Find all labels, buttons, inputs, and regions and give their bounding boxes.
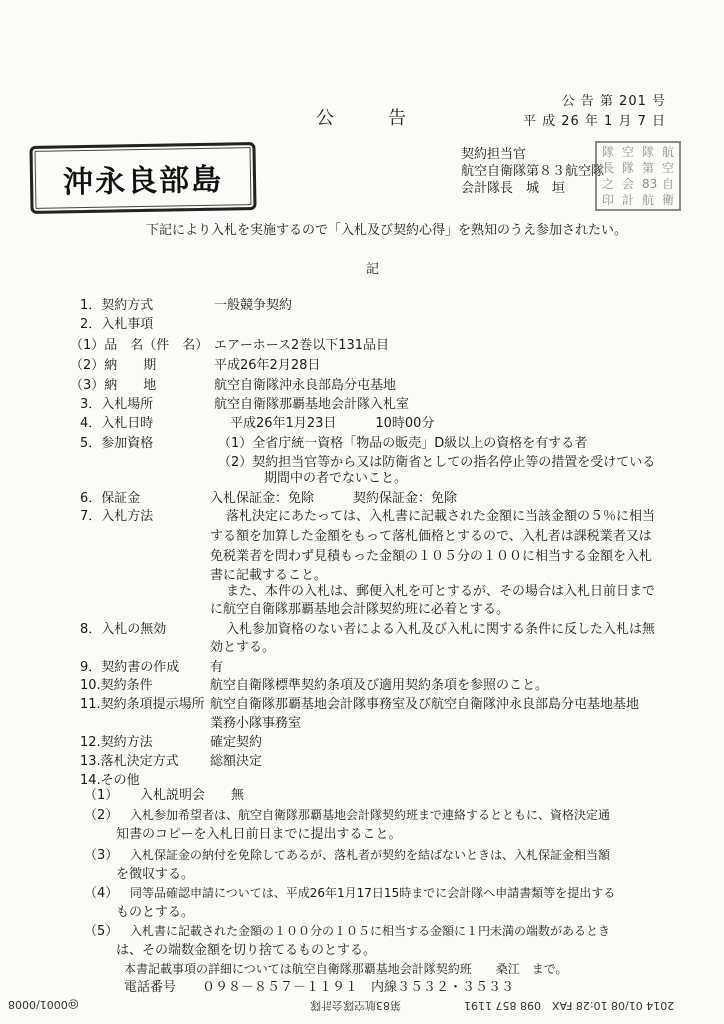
section-label: （1）品 名（件 名） <box>70 338 209 353</box>
officer-title: 契約担当官 <box>461 147 527 162</box>
section-label: 10.契約条件 <box>80 678 153 693</box>
seal-glyph: 航 <box>662 145 675 159</box>
section-label: 13.落札決定方式 <box>80 754 179 769</box>
seal-glyph: 長 <box>602 161 615 175</box>
section-value: エアーホース2巻以下131品目 <box>214 338 390 353</box>
other-item-line: 入札書に記載された金額の１００分の１０５に相当する金額に１円未満の端数があるとき <box>130 924 611 938</box>
section-value: 航空自衛隊標準契約条項及び適用契約条項を参照のこと。 <box>210 678 549 693</box>
qualification-line: （1）全省庁統一資格「物品の販売」D級以上の資格を有する者 <box>218 436 588 451</box>
section-value: 航空自衛隊沖永良部島分屯基地 <box>214 378 397 393</box>
other-item-number: （3） <box>84 848 119 863</box>
other-item-line: 入札保証金の納付を免除してあるが、落札者が契約を結ばないときは、入札保証金相当額 <box>130 848 611 862</box>
other-item-number: （5） <box>84 924 119 939</box>
section-label: 7．入札方法 <box>80 509 154 524</box>
bid-method-line: する額を加算した金額をもって落札価格とするので、入札者は課税業者又は <box>210 529 652 544</box>
seal-glyph: 自 <box>662 177 675 191</box>
seal-glyph: 空 <box>622 145 635 159</box>
other-item-line: は、その端数金額を切り捨てるものとする。 <box>116 943 377 958</box>
section-label: 3．入札場所 <box>80 397 154 412</box>
seal-glyph: 計 <box>622 193 635 207</box>
section-value: 平成26年2月28日 <box>214 358 321 373</box>
other-item-line: ものとする。 <box>116 905 195 920</box>
notice-date: 平 成 26 年 1 月 7 日 <box>522 114 666 129</box>
bid-method-line: また、本件の入札は、郵便入札を可とするが、その場合は入札日前日まで <box>226 584 656 599</box>
contract-location-line: 業務小隊事務室 <box>210 716 302 731</box>
contact-phone: 電話番号 ０９８－８５７－１１９１ 内線３５３２・３５３３ <box>124 980 515 995</box>
fax-footer <box>0 998 724 1022</box>
section-label: 4．入札日時 <box>80 416 154 431</box>
section-value: 有 <box>210 660 224 675</box>
intro-text: 下記により入札を実施するので「入札及び契約心得」を熟知のうえ参加されたい。 <box>146 223 628 238</box>
fax-page-counter: @0001/0008 <box>8 998 79 1011</box>
seal-glyph: 第 <box>642 161 655 175</box>
section-label: 12.契約方法 <box>80 735 153 750</box>
seal-glyph: 空 <box>662 161 675 175</box>
section-label: （3）納 地 <box>70 378 157 393</box>
section-value: 一般競争契約 <box>214 298 293 313</box>
location-stamp: 沖永良部島 <box>29 142 256 214</box>
section-label: 9．契約書の作成 <box>80 660 180 675</box>
section-label: 5．参加資格 <box>80 436 154 451</box>
official-seal-icon <box>594 140 682 212</box>
bid-method-line: 免税業者を問わず見積もった金額の１０５分の１００に相当する金額を入札 <box>210 549 653 564</box>
bid-method-line: 書に記載すること。 <box>210 568 328 583</box>
seal-glyph: 之 <box>602 177 615 191</box>
invalid-bid-line: 入札参加資格のない者による入札及び入札に関する条件に反した入札は無 <box>226 622 656 637</box>
section-value: 確定契約 <box>210 735 263 750</box>
section-value: 総額決定 <box>210 754 263 769</box>
other-item-number: （4） <box>84 886 119 901</box>
document-title: 公 告 <box>316 108 412 129</box>
notice-number: 公 告 第 201 号 <box>561 94 666 109</box>
seal-glyph: 会 <box>622 177 635 191</box>
other-item-line: を徴収する。 <box>116 867 195 882</box>
seal-glyph: 衛 <box>662 193 675 207</box>
bid-method-line: に航空自衛隊那覇基地会計隊契約班に必着とする。 <box>210 602 510 617</box>
other-item-number: （2） <box>84 808 119 823</box>
section-label: 14.その他 <box>80 773 140 788</box>
seal-glyph: 隊 <box>642 145 655 159</box>
officer-unit: 航空自衛隊第８３航空隊 <box>461 164 605 179</box>
contact-details: 本書記載事項の詳細については航空自衛隊那覇基地会計隊契約班 桑江 まで。 <box>124 962 568 976</box>
other-item-number: （1） <box>84 788 119 803</box>
seal-glyph: 隊 <box>602 145 615 159</box>
contract-location-line: 航空自衛隊那覇基地会計隊事務室及び航空自衛隊沖永良部島分屯基地基地 <box>210 697 640 712</box>
fax-timestamp: 2014 01/08 10:28 FAX 098 857 1191 <box>464 999 675 1012</box>
section-value: 入札保証金：免除 契約保証金：免除 <box>210 491 458 506</box>
section-label: 11.契約条項提示場所 <box>80 697 205 712</box>
section-value: 航空自衛隊那覇基地会計隊入札室 <box>214 397 410 412</box>
bid-method-line: 落札決定にあたっては、入札書に記載された金額に当該金額の５％に相当 <box>226 509 656 524</box>
section-value: 平成26年1月23日 10時00分 <box>230 416 435 431</box>
seal-glyph: 印 <box>602 193 615 207</box>
other-item-line: 同等品確認申請については、平成26年1月17日15時までに会計隊へ申請書類等を提出する <box>130 886 616 900</box>
section-label: 1．契約方式 <box>80 298 154 313</box>
seal-glyph: 航 <box>642 193 655 207</box>
officer-name: 会計隊長 城 垣 <box>461 181 579 196</box>
qualification-line: （2）契約担当官等から又は防衛省としての指名停止等の措置を受けている <box>218 455 656 470</box>
other-item-line: 知書のコピーを入札日前日までに提出すること。 <box>116 827 402 842</box>
ki-heading: 記 <box>366 262 380 277</box>
seal-glyph: 隊 <box>622 161 635 175</box>
fax-sender: 第83航空隊会計隊 <box>310 999 401 1012</box>
seal-glyph: 83 <box>642 177 658 191</box>
other-item-line: 入札説明会 無 <box>140 788 245 803</box>
section-label: （2）納 期 <box>70 358 157 373</box>
section-label: 8．入札の無効 <box>80 622 167 637</box>
qualification-line: 期間中の者でないこと。 <box>264 471 408 486</box>
section-label: 6．保証金 <box>80 491 141 506</box>
other-item-line: 入札参加希望者は、航空自衛隊那覇基地会計隊契約班まで連絡するとともに、資格決定通 <box>130 808 611 822</box>
invalid-bid-line: 効とする。 <box>210 640 276 655</box>
section-label: 2．入札事項 <box>80 317 154 332</box>
